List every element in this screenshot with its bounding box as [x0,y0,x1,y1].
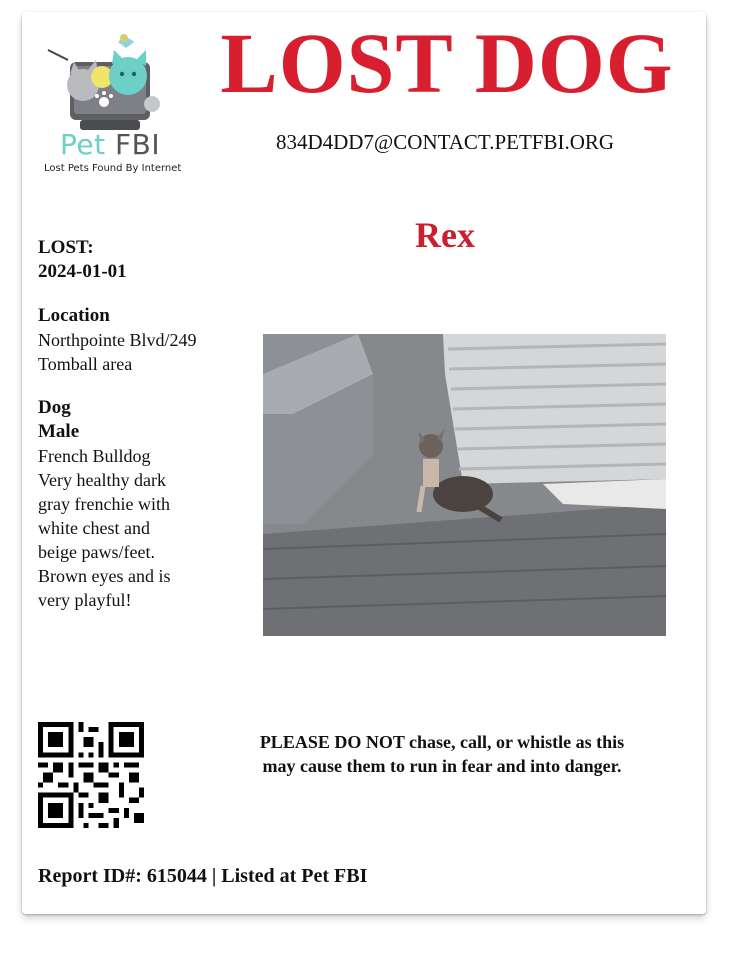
pet-sex: Male [38,421,80,442]
location-line-2: Tomball area [38,354,133,374]
logo-tagline: Lost Pets Found By Internet [44,163,182,174]
description-line: white chest and [38,518,150,538]
warning-line-2: may cause them to run in fear and into danger. [262,756,622,776]
pet-breed: French Bulldog [38,446,151,466]
logo-wordmark [60,128,160,161]
logo-word-pet: Pet [60,128,106,161]
pet-name: Rex [415,215,475,255]
warning-line-1: PLEASE DO NOT chase, call, or whistle as this [259,732,625,752]
description-line: very playful! [38,590,132,610]
report-footer: Report ID#: 615044 | Listed at Pet FBI [38,865,368,887]
warning-message [228,730,656,778]
description-line: Very healthy dark [38,470,166,490]
flyer-title: LOST DOG [220,15,674,111]
description-line: gray frenchie with [38,494,170,514]
location-line-1: Northpointe Blvd/249 [38,330,197,350]
pet-species: Dog [38,397,71,418]
location-label: Location [38,305,110,326]
description-line: beige paws/feet. [38,542,155,562]
logo-word-fbi: FBI [115,128,161,161]
lost-date: 2024-01-01 [38,261,127,282]
lost-label: LOST: [38,237,94,258]
pet-photo [263,334,666,636]
pet-details [38,236,238,612]
qr-code[interactable] [38,722,144,828]
description-line: Brown eyes and is [38,566,171,586]
contact-email[interactable]: 834D4DD7@CONTACT.PETFBI.ORG [275,130,615,154]
